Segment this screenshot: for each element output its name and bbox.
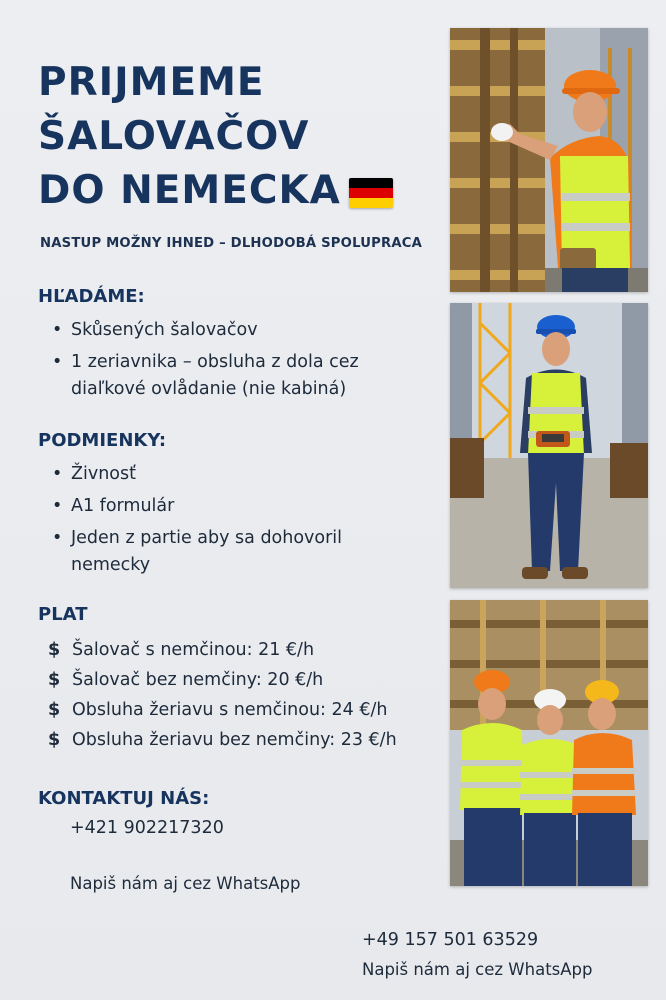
section-heading-plat: PLAT [38, 604, 88, 625]
page-title [38, 56, 393, 218]
list-item: • A1 formulár [48, 493, 398, 520]
photo-crane-operator [450, 303, 648, 588]
photo-three-workers [450, 600, 648, 886]
germany-flag-icon [349, 178, 393, 208]
section-heading-hladame: HĽADÁME: [38, 286, 145, 307]
pay-item: $ Obsluha žeriavu bez nemčiny: 23 €/h [48, 725, 397, 755]
title-line-1: PRIJMEME [38, 60, 265, 105]
pay-item: $ Obsluha žeriavu s nemčinou: 24 €/h [48, 695, 397, 725]
list-item: • 1 zeriavnika – obsluha z dola cez diaľkové ovlådanie (nie kabiná) [48, 349, 418, 403]
podmienky-list [48, 461, 398, 584]
list-item: • Jeden z partie aby sa dohovoril nemecky [48, 525, 398, 579]
whatsapp-note: Napiš nám aj cez WhatsApp [70, 874, 301, 893]
section-heading-kontakt: KONTAKTUJ NÁS: [38, 788, 210, 809]
photo-worker-formwork [450, 28, 648, 292]
pay-item: $ Šalovač s nemčinou: 21 €/h [48, 635, 397, 665]
subtitle: NASTUP MOŽNY IHNED – DLHODOBÁ SPOLUPRACA [40, 236, 423, 251]
phone-number[interactable]: +421 902217320 [70, 818, 224, 838]
title-line-3: DO NEMECKA [38, 164, 393, 218]
whatsapp-note-2: Napiš nám aj cez WhatsApp [362, 960, 593, 979]
title-line-2: ŠALOVAČOV [38, 114, 310, 159]
pay-item: $ Šalovač bez nemčiny: 20 €/h [48, 665, 397, 695]
phone-number-2[interactable]: +49 157 501 63529 [362, 930, 539, 950]
plat-list [48, 635, 397, 755]
list-item: • Skůsených šalovačov [48, 317, 418, 344]
section-heading-podmienky: PODMIENKY: [38, 430, 167, 451]
list-item: • Živnosť [48, 461, 398, 488]
hladame-list [48, 317, 418, 408]
